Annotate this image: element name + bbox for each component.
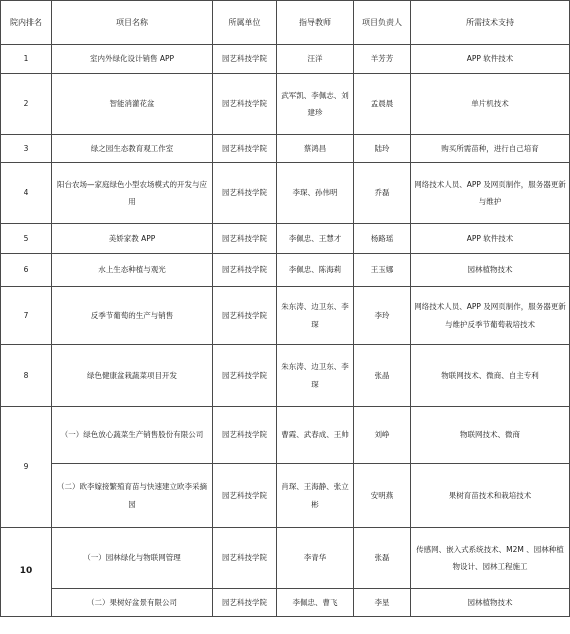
cell-support: 园林植物技术 [411,254,570,287]
cell-rank: 10 [1,528,52,617]
cell-leader: 羊芳芳 [354,45,411,74]
cell-unit: 园艺科技学院 [213,464,277,528]
cell-unit: 园艺科技学院 [213,589,277,617]
table-row [1,224,570,254]
cell-rank: 3 [1,135,52,163]
table-row [1,135,570,163]
cell-support: 单片机技术 [411,74,570,135]
cell-leader: 李玲 [354,287,411,345]
cell-leader: 刘峥 [354,407,411,464]
table-row [1,74,570,135]
cell-leader: 杨路瑶 [354,224,411,254]
cell-unit: 园艺科技学院 [213,287,277,345]
cell-teacher: 肖琛、王海静、张立彬 [277,464,354,528]
cell-project-name: 绿之园生态教育观工作室 [52,135,213,163]
table-row [1,163,570,224]
cell-leader: 李星 [354,589,411,617]
cell-teacher: 武军凯、李佩志、刘建珍 [277,74,354,135]
cell-support: 购买所需苗种，进行自己培育 [411,135,570,163]
table-row [1,254,570,287]
table-row [1,45,570,74]
cell-leader: 安明燕 [354,464,411,528]
cell-leader: 张晶 [354,345,411,407]
table-row [1,464,570,528]
table-row [1,407,570,464]
cell-teacher: 李青华 [277,528,354,589]
cell-teacher: 蔡鸿昌 [277,135,354,163]
cell-teacher: 曹霞、武春成、王帅 [277,407,354,464]
cell-support: 物联网技术、微商、自主专利 [411,345,570,407]
cell-project-name: （二）欧李嫁接繁殖育苗与快速建立欧李采摘园 [52,464,213,528]
cell-support: 园林植物技术 [411,589,570,617]
header-rank: 院内排名 [1,1,52,45]
cell-leader: 孟晨晨 [354,74,411,135]
table-row [1,287,570,345]
cell-support: 果树育苗技术和栽培技术 [411,464,570,528]
cell-teacher: 李佩忠、陈海莉 [277,254,354,287]
cell-unit: 园艺科技学院 [213,528,277,589]
cell-teacher: 李佩忠、王慧才 [277,224,354,254]
cell-unit: 园艺科技学院 [213,135,277,163]
header-leader: 项目负责人 [354,1,411,45]
cell-teacher: 朱东涛、边卫东、李琛 [277,287,354,345]
header-project-name: 项目名称 [52,1,213,45]
header-teacher: 指导教师 [277,1,354,45]
cell-unit: 园艺科技学院 [213,407,277,464]
cell-unit: 园艺科技学院 [213,254,277,287]
cell-rank: 5 [1,224,52,254]
cell-support: APP 软件技术 [411,224,570,254]
cell-project-name: （一）绿色放心蔬菜生产销售股份有限公司 [52,407,213,464]
cell-rank: 6 [1,254,52,287]
cell-teacher: 李佩忠、曹飞 [277,589,354,617]
cell-unit: 园艺科技学院 [213,163,277,224]
cell-project-name: 智能消灌花盆 [52,74,213,135]
cell-rank: 7 [1,287,52,345]
cell-support: 物联网技术、微商 [411,407,570,464]
cell-teacher: 朱东涛、边卫东、李琛 [277,345,354,407]
cell-project-name: 反季节葡萄的生产与销售 [52,287,213,345]
cell-support: 网络技术人员、APP 及网页制作，服务器更新与维护 [411,163,570,224]
cell-project-name: 绿色健康盆栽蔬菜项目开发 [52,345,213,407]
cell-project-name: （二）果树好盆景有限公司 [52,589,213,617]
cell-support: 传感网、嵌入式系统技术、M2M 、园林种植物设计、园林工程施工 [411,528,570,589]
cell-unit: 园艺科技学院 [213,45,277,74]
cell-project-name: 阳台农场—家庭绿色小型农场模式的开发与应用 [52,163,213,224]
cell-teacher: 李琛、孙伟明 [277,163,354,224]
table-row [1,589,570,617]
cell-support: APP 软件技术 [411,45,570,74]
cell-leader: 乔磊 [354,163,411,224]
cell-rank: 2 [1,74,52,135]
table-row [1,528,570,589]
cell-rank: 1 [1,45,52,74]
cell-unit: 园艺科技学院 [213,224,277,254]
table-row [1,345,570,407]
cell-project-name: （一）园林绿化与物联网管理 [52,528,213,589]
cell-leader: 王玉娜 [354,254,411,287]
cell-leader: 陆玲 [354,135,411,163]
cell-rank: 9 [1,407,52,528]
table-header-row [1,1,570,45]
cell-support: 网络技术人员、APP 及网页制作，服务器更新与维护反季节葡萄栽培技术 [411,287,570,345]
cell-project-name: 室内外绿化设计销售 APP [52,45,213,74]
header-unit: 所属单位 [213,1,277,45]
cell-project-name: 美娇家教 APP [52,224,213,254]
cell-rank: 4 [1,163,52,224]
cell-leader: 张磊 [354,528,411,589]
cell-teacher: 汪洋 [277,45,354,74]
cell-rank: 8 [1,345,52,407]
cell-unit: 园艺科技学院 [213,74,277,135]
cell-unit: 园艺科技学院 [213,345,277,407]
cell-project-name: 水上生态种植与观光 [52,254,213,287]
header-support: 所需技术支持 [411,1,570,45]
